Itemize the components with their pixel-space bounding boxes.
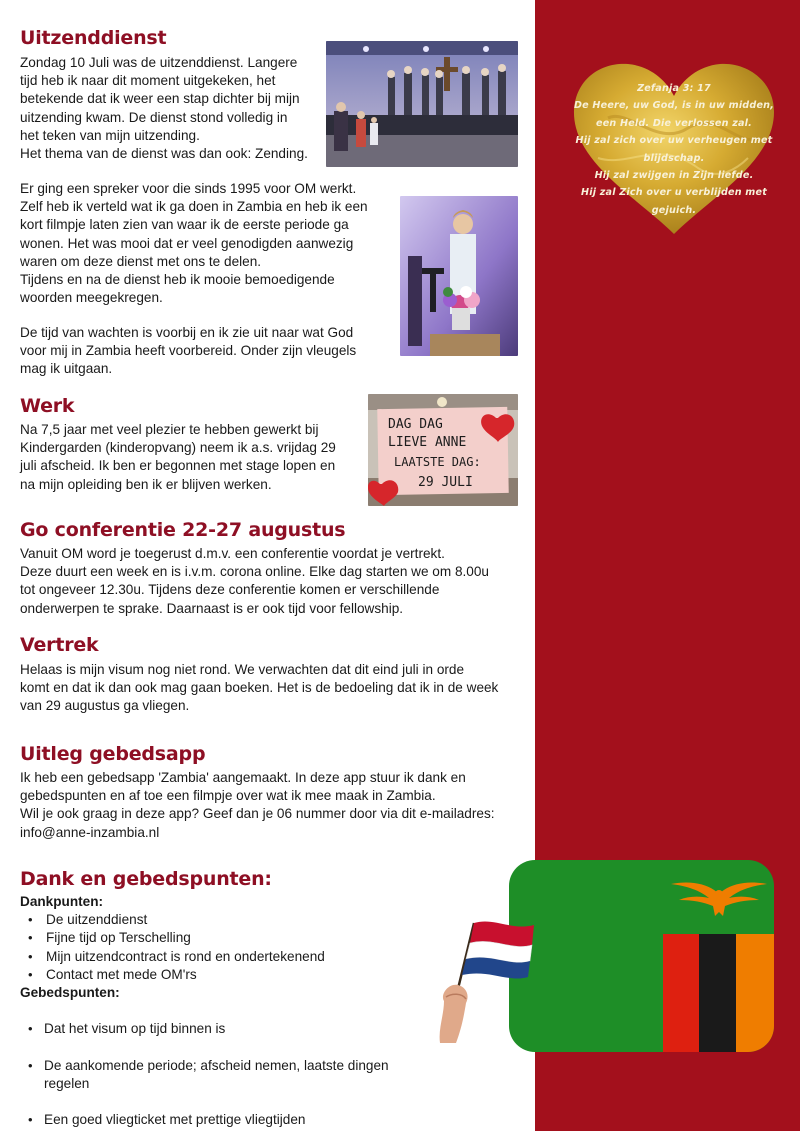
list-item: • Fijne tijd op Terschelling [20, 929, 440, 947]
gebedspunten-list [20, 1002, 440, 1148]
dankpunten-list [20, 911, 440, 984]
section-title-gebedsapp: Uitleg gebedsapp [20, 743, 206, 765]
section-title-conferentie: Go conferentie 22-27 augustus [20, 519, 346, 541]
flag-black-stripe [699, 934, 736, 1052]
sign-line: LAATSTE DAG: [394, 455, 481, 469]
dankpunten-label: Dankpunten: [20, 894, 104, 909]
dank-gebed-lists [20, 893, 440, 1148]
uitzenddienst-text-1: Zondag 10 Juli was de uitzenddienst. Langere tijd heb ik naar dit moment uitgekeken, het betekende dat ik weer een stap dichter bij mijn uitzending kwam. De dienst stond volledig in het teken van mijn uitzending. Het thema van de dienst was dan ook: Zending. [20, 55, 308, 162]
flag-red-stripe [663, 934, 699, 1052]
list-item: • De aankomende periode; afscheid nemen, laatste dingen regelen [20, 1057, 440, 1093]
speaker-photo [400, 196, 518, 356]
verse-line: Zefanja 3: 17 [637, 83, 711, 94]
verse-line: De Heere, uw God, is in uw midden, [573, 100, 775, 112]
section-title-uitzenddienst: Uitzenddienst [20, 27, 167, 49]
dutch-flag-hand-icon [432, 915, 542, 1047]
gebedspunten-label: Gebedspunten: [20, 985, 120, 1001]
sign-line: DAG DAG [388, 417, 443, 432]
sign-line: 29 JULI [418, 475, 473, 490]
farewell-sign-photo [368, 394, 518, 506]
verse-line: Hij zal zwijgen in Zijn liefde. [594, 170, 754, 182]
bible-verse [566, 80, 782, 219]
sign-line: LIEVE ANNE [388, 435, 467, 450]
uitzenddienst-text-3: De tijd van wachten is voorbij en ik zie uit naar wat God voor mij in Zambia heeft voorbereid. Onder zijn vleugels mag ik uitgaan. [20, 325, 357, 377]
uitzenddienst-text-2: Er ging een spreker voor die sinds 1995 voor OM werkt. Zelf heb ik verteld wat ik ga doen in Zambia en heb ik een kort filmpje laten zien van waar ik de eerste periode ga wonen. Het was mooi dat er veel genodigden aanwezig waren om deze dienst met ons te delen. Tijdens en na de dienst heb ik mooie bemoedigende woorden meegekregen. [20, 181, 368, 306]
verse-line: een Held. Die verlossen zal. [595, 117, 753, 129]
verse-line: Hij zal zich over uw verheugen met [575, 135, 773, 147]
werk-text: Na 7,5 jaar met veel plezier te hebben gewerkt bij Kindergarden (kinderopvang) neem ik a.s. vrijdag 29 juli afscheid. Ik ben er begonnen met stage lopen en na mijn opleiding ben ik er blijven werken. [20, 422, 336, 492]
list-item: • Mijn uitzendcontract is rond en ondertekenend [20, 948, 440, 966]
vertrek-text: Helaas is mijn visum nog niet rond. We verwachten dat dit eind juli in orde komt en dat ik dan ook mag gaan boeken. Het is de bedoeling dat ik in de week van 29 augustus ga vliegen. [20, 662, 499, 714]
conferentie-text: Vanuit OM word je toegerust d.m.v. een conferentie voordat je vertrekt. Deze duurt een week en is i.v.m. corona online. Elke dag starten we om 8.00u tot ongeveer 12.30u. Tijdens deze conferentie komen er verschillende onderwerpen te sprake. Daarnaast is er ook tijd voor fellowship. [20, 546, 489, 616]
section-title-vertrek: Vertrek [20, 634, 99, 656]
list-item: • De uitzenddienst [20, 911, 440, 929]
list-item: • Contact met mede OM'rs [20, 966, 440, 984]
flag-orange-stripe [736, 934, 774, 1052]
zambia-flag-icon [509, 860, 774, 1052]
list-item: • Een goed vliegticket met prettige vliegtijden [20, 1111, 440, 1129]
verse-line: Hij zal Zich over u verblijden met [581, 187, 767, 199]
section-title-werk: Werk [20, 395, 75, 417]
list-item: • Dat het visum op tijd binnen is [20, 1020, 440, 1038]
verse-line: blijdschap. [643, 152, 705, 164]
church-stage-photo [326, 41, 518, 167]
section-title-dank: Dank en gebedspunten: [20, 868, 272, 890]
verse-line: gejuich. [651, 204, 697, 216]
eagle-icon [669, 874, 769, 922]
gebedsapp-text: Ik heb een gebedsapp 'Zambia' aangemaakt. In deze app stuur ik dank en gebedspunten en af toe een filmpje over wat ik mee maak in Zambia. Wil je ook graag in deze app? Geef dan je 06 nummer door via dit e-mailadres: info@anne-inzambia.nl [20, 770, 495, 840]
